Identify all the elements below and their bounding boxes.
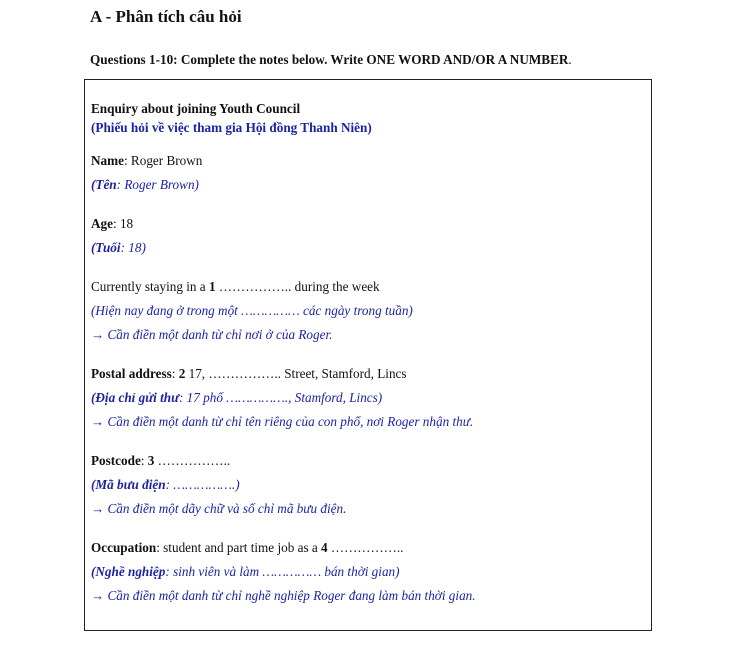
instructions	[90, 52, 572, 68]
instructions-period: .	[568, 52, 572, 67]
question-3-row	[91, 453, 230, 469]
age-value: : 18	[112, 216, 134, 231]
occupation-label: Occupation	[91, 540, 157, 555]
notes-title: Enquiry about joining Youth Council	[91, 101, 301, 116]
question-1-after: …………….. during the week	[215, 279, 380, 294]
occupation-vi-value: : sinh viên và làm …………… bán thời gian)	[165, 564, 400, 579]
question-2-after: 17, …………….. Street, Stamford, Lincs	[185, 366, 407, 381]
name-value: : Roger Brown	[123, 153, 203, 168]
question-2-translation	[91, 390, 382, 406]
question-2-hint: → Cần điền một danh từ chỉ tên riêng của con phố, nơi Roger nhận thư.	[91, 414, 474, 429]
name-vi-label: (Tên	[91, 177, 117, 192]
name-row	[91, 153, 202, 169]
question-3-translation	[91, 477, 240, 493]
question-2-row	[91, 366, 407, 382]
question-4-hint: → Cần điền một danh từ chỉ nghề nghiệp Roger đang làm bán thời gian.	[91, 588, 476, 603]
question-4-number: 4	[321, 540, 328, 555]
question-2-number: 2	[178, 366, 186, 381]
name-translation	[91, 177, 199, 193]
postal-address-vi-value: : 17 phố ……………., Stamford, Lincs)	[178, 390, 383, 405]
question-3-number: 3	[147, 453, 155, 468]
notes-title-translation: (Phiếu hỏi về việc tham gia Hội đồng Thanh Niên)	[91, 120, 372, 135]
age-vi-value: : 18)	[120, 240, 146, 255]
postal-address-label: Postal address	[91, 366, 172, 381]
postal-address-colon: :	[171, 366, 179, 381]
question-4-before: : student and part time job as a	[156, 540, 322, 555]
age-translation	[91, 240, 146, 256]
occupation-vi-label: (Nghề nghiệp	[91, 564, 166, 579]
postcode-vi-label: (Mã bưu điện	[91, 477, 166, 492]
question-4-translation	[91, 564, 400, 580]
question-1-row	[91, 279, 380, 295]
postal-address-vi-label: (Địa chỉ gửi thư	[91, 390, 179, 405]
name-vi-value: : Roger Brown)	[116, 177, 199, 192]
age-row	[91, 216, 133, 232]
question-1-before: Currently staying in a	[91, 279, 209, 294]
postcode-label: Postcode	[91, 453, 141, 468]
question-4-after: ……………..	[327, 540, 404, 555]
instructions-text: Questions 1-10: Complete the notes below. Write ONE WORD AND/OR A NUMBER	[90, 52, 569, 67]
question-1-number: 1	[208, 279, 216, 294]
question-1-hint: → Cần điền một danh từ chỉ nơi ở của Roger.	[91, 327, 333, 342]
name-label: Name	[91, 153, 124, 168]
question-1-translation: (Hiện nay đang ở trong một …………… các ngày trong tuần)	[91, 303, 413, 318]
postcode-colon: :	[140, 453, 148, 468]
age-vi-label: (Tuổi	[91, 240, 121, 255]
page-heading: A - Phân tích câu hỏi	[90, 7, 242, 26]
question-4-row	[91, 540, 403, 556]
age-label: Age	[91, 216, 113, 231]
question-3-hint: → Cần điền một dãy chữ và số chỉ mã bưu điện.	[91, 501, 347, 516]
postcode-vi-value: : …………….)	[165, 477, 240, 492]
question-3-after: ……………..	[154, 453, 231, 468]
